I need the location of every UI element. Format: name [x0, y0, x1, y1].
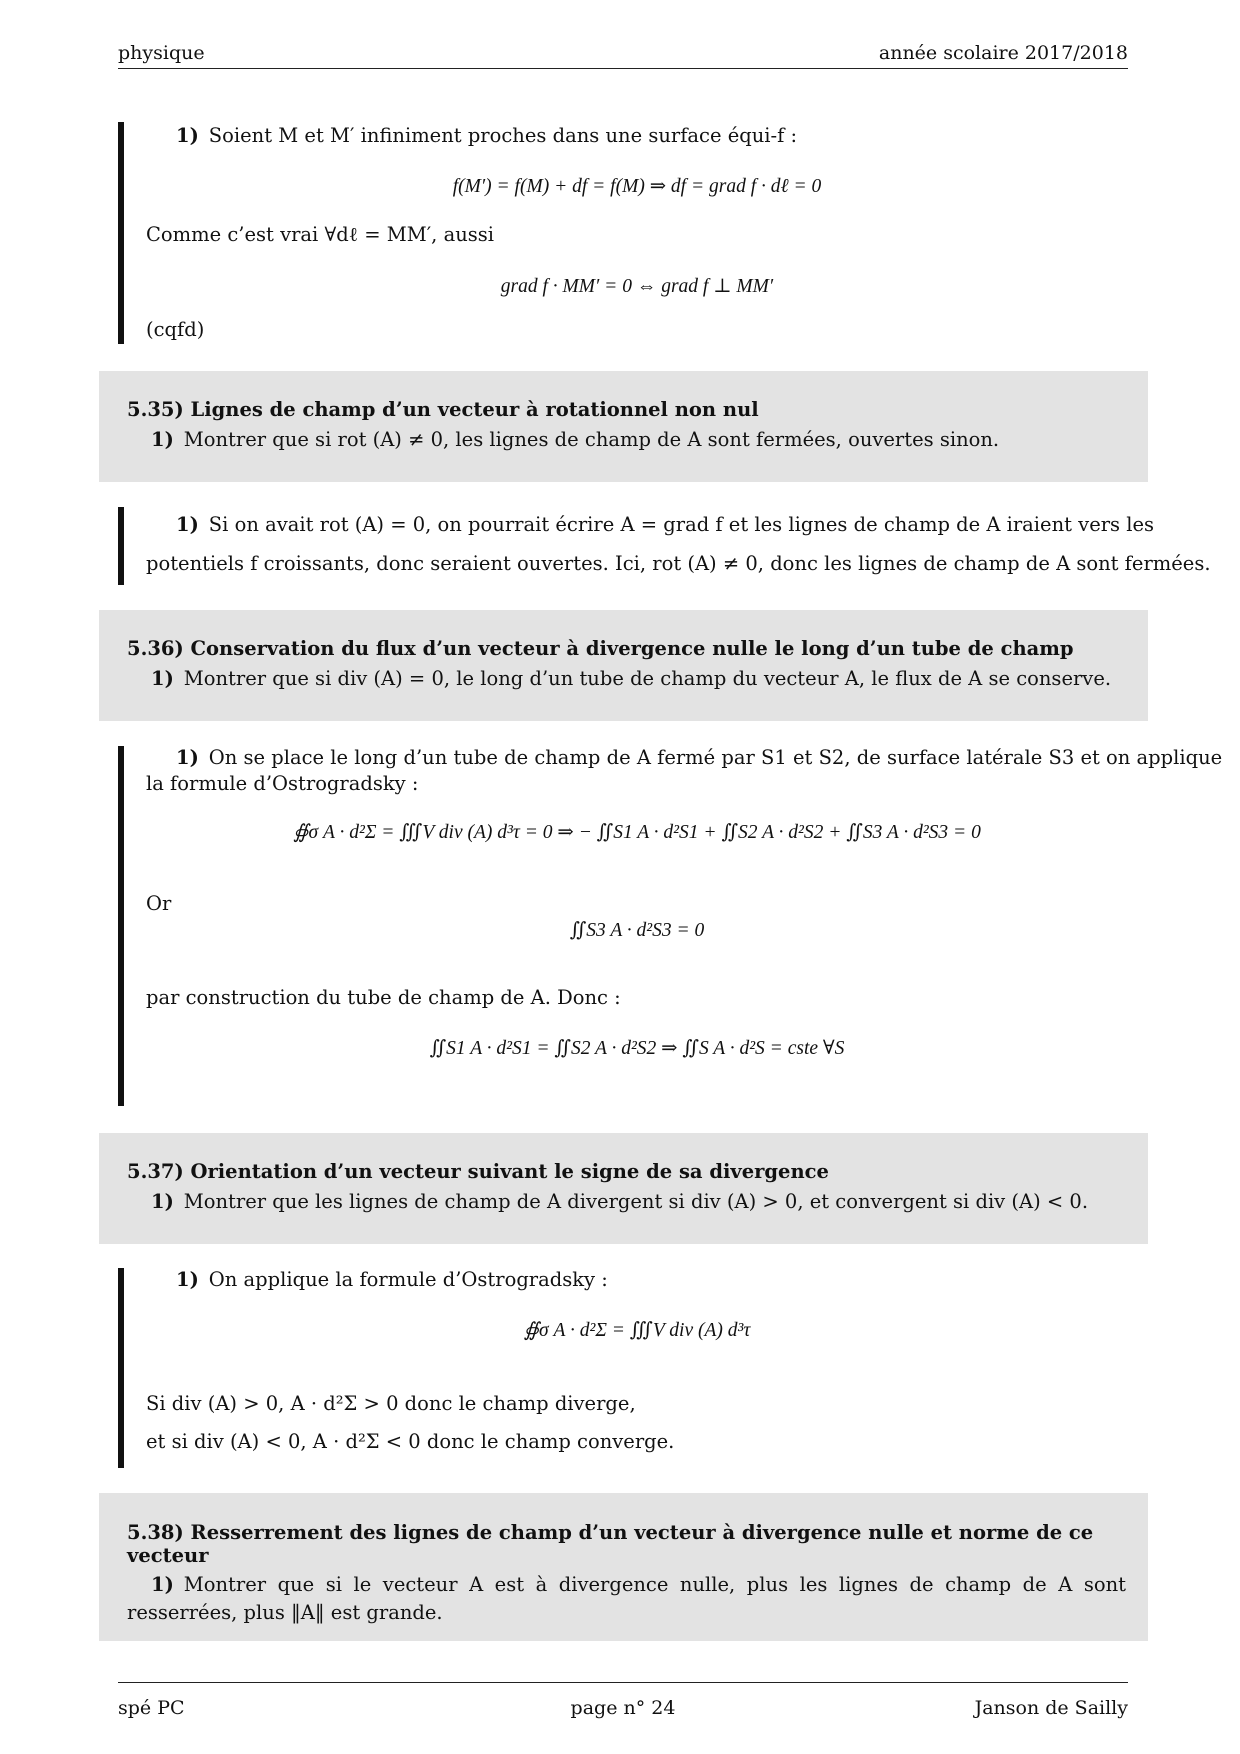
footer-page-number: page n° 24	[570, 1697, 676, 1719]
question-title: 5.37) Orientation d’un vecteur suivant le signe de sa divergence	[127, 1160, 829, 1183]
page-header	[118, 40, 1128, 69]
header-year: année scolaire 2017/2018	[878, 42, 1128, 64]
question-text: 1) Montrer que si rot (A) ≠ 0, les lignes de champ de A sont fermées, ouvertes sinon.	[151, 428, 1000, 451]
answer-text: 1) Si on avait rot (A) = 0, on pourrait écrire A = grad f et les lignes de champ de A iraient vers les	[176, 513, 1155, 536]
equation: ∬S3 A · d²S3 = 0	[569, 920, 705, 941]
question-text: 1) Montrer que les lignes de champ de A divergent si div (A) > 0, et convergent si div (A) < 0.	[151, 1190, 1089, 1213]
question-text: 1) Montrer que si div (A) = 0, le long d’un tube de champ du vecteur A, le flux de A se conserve.	[151, 667, 1112, 690]
answer-block-5-36	[118, 746, 1223, 1106]
answer-intro: 1) Soient M et M′ infiniment proches dans une surface équi-f :	[176, 124, 798, 147]
answer-text: Comme c’est vrai ∀dℓ = MM′, aussi	[146, 223, 495, 246]
answer-block-grad	[118, 122, 1128, 344]
answer-text: 1) On applique la formule d’Ostrogradsky :	[176, 1268, 608, 1291]
question-box-5-38	[99, 1493, 1148, 1641]
question-box-5-36	[99, 610, 1148, 721]
question-box-5-35	[99, 371, 1148, 482]
answer-text: Or	[146, 892, 172, 915]
answer-text: Si div (A) > 0, A · d²Σ > 0 donc le champ diverge,	[146, 1392, 636, 1415]
question-box-5-37	[99, 1133, 1148, 1244]
answer-text: la formule d’Ostrogradsky :	[146, 772, 419, 795]
header-subject: physique	[118, 42, 205, 64]
question-title: 5.38) Resserrement des lignes de champ d’un vecteur à divergence nulle et norme de ce vecteur	[127, 1521, 1094, 1567]
page-footer	[118, 1682, 1128, 1723]
equation: f(M′) = f(M) + df = f(M) ⇒ df = grad f · dℓ = 0	[452, 176, 822, 197]
answer-text: et si div (A) < 0, A · d²Σ < 0 donc le champ converge.	[146, 1430, 675, 1453]
equation: ∯σ A · d²Σ = ∭V div (A) d³τ	[523, 1320, 751, 1341]
answer-end: (cqfd)	[146, 318, 205, 341]
question-title: 5.36) Conservation du flux d’un vecteur à divergence nulle le long d’un tube de champ	[127, 637, 1074, 660]
answer-bar	[118, 122, 124, 344]
footer-school: Janson de Sailly	[974, 1697, 1128, 1719]
answer-block-5-37	[118, 1268, 1128, 1468]
question-title: 5.35) Lignes de champ d’un vecteur à rotationnel non nul	[127, 398, 759, 421]
answer-block-5-35	[118, 507, 1211, 585]
answer-text: potentiels f croissants, donc seraient ouvertes. Ici, rot (A) ≠ 0, donc les lignes de champ de A sont fermées.	[146, 552, 1211, 575]
equation: ∯σ A · d²Σ = ∭V div (A) d³τ = 0 ⇒ − ∬S1 A · d²S1 + ∬S2 A · d²S2 + ∬S3 A · d²S3 = 0	[293, 822, 981, 843]
footer-class: spé PC	[118, 1697, 185, 1719]
answer-text: 1) On se place le long d’un tube de champ de A fermé par S1 et S2, de surface latérale S3 et on applique	[176, 746, 1223, 769]
answer-text: par construction du tube de champ de A. Donc :	[146, 986, 621, 1009]
equation: grad f · MM′ = 0 ⇔ grad f ⊥ MM′	[500, 276, 774, 297]
equation: ∬S1 A · d²S1 = ∬S2 A · d²S2 ⇒ ∬S A · d²S = cste ∀S	[429, 1038, 845, 1059]
question-text: 1) Montrer que si le vecteur A est à divergence nulle, plus les lignes de champ de A sont resserrées, plus ‖A‖ est grande.	[127, 1573, 1126, 1624]
